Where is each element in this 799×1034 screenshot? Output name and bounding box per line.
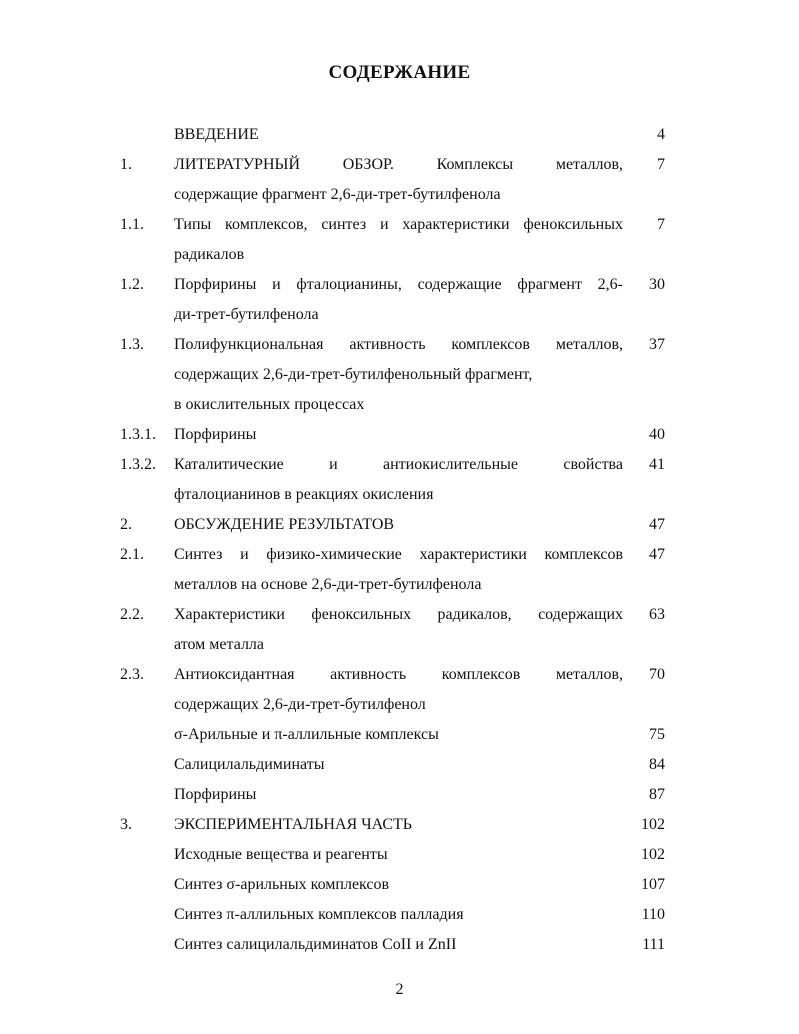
toc-entry-page: 102 <box>641 816 665 833</box>
toc-entry <box>120 810 665 840</box>
toc-entry-line: ВВЕДЕНИЕ <box>174 126 259 143</box>
toc-entry <box>120 330 665 420</box>
toc-entry <box>120 120 665 150</box>
toc-entry-page: 47 <box>649 546 665 563</box>
toc-entry <box>120 660 665 720</box>
toc-entry-number: 1. <box>120 156 132 173</box>
toc-entry-line: содержащих 2,6-ди-трет-бутилфенол <box>174 696 426 713</box>
table-of-contents <box>120 120 665 960</box>
toc-entry-page: 111 <box>642 936 665 953</box>
toc-entry-title <box>174 720 623 750</box>
toc-entry-line: Типы комплексов, синтез и характеристики феноксильных <box>174 216 623 233</box>
toc-entry-line: Антиоксидантная активность комплексов металлов, <box>174 666 623 683</box>
toc-entry <box>120 780 665 810</box>
toc-entry-page: 102 <box>641 846 665 863</box>
toc-entry-page: 41 <box>649 456 665 473</box>
toc-entry-title <box>174 840 623 870</box>
toc-entry-title <box>174 540 623 600</box>
toc-entry-page: 30 <box>649 276 665 293</box>
toc-entry-title <box>174 150 623 210</box>
toc-entry-title <box>174 330 623 420</box>
toc-entry-line: Салицилальдиминаты <box>174 756 325 773</box>
toc-entry-number: 2.2. <box>120 606 144 623</box>
toc-entry-title <box>174 750 623 780</box>
toc-entry-title <box>174 210 623 270</box>
toc-entry-line: металлов на основе 2,6-ди-трет-бутилфенола <box>174 576 482 593</box>
toc-entry-page: 107 <box>641 876 665 893</box>
toc-entry-line: фталоцианинов в реакциях окисления <box>174 486 434 503</box>
toc-entry-number: 2. <box>120 516 132 533</box>
toc-entry-line: атом металла <box>174 636 265 653</box>
toc-entry-title <box>174 450 623 510</box>
toc-entry-page: 84 <box>649 756 665 773</box>
toc-entry-line: в окислительных процессах <box>174 396 365 413</box>
toc-entry-line: ди-трет-бутилфенола <box>174 306 319 323</box>
toc-entry <box>120 420 665 450</box>
toc-entry <box>120 510 665 540</box>
toc-entry-page: 4 <box>657 126 665 143</box>
toc-entry-title <box>174 810 623 840</box>
page-number: 2 <box>395 981 404 998</box>
toc-entry-number: 1.3.1. <box>120 426 156 443</box>
toc-entry-page: 40 <box>649 426 665 443</box>
toc-entry <box>120 720 665 750</box>
toc-entry-line: Синтез σ-арильных комплексов <box>174 876 390 893</box>
toc-entry-title <box>174 660 623 720</box>
toc-entry-page: 37 <box>649 336 665 353</box>
toc-entry <box>120 750 665 780</box>
toc-entry-title <box>174 600 623 660</box>
toc-entry <box>120 840 665 870</box>
toc-entry-number: 1.2. <box>120 276 144 293</box>
toc-entry-line: Порфирины и фталоцианины, содержащие фрагмент 2,6- <box>174 276 623 293</box>
toc-entry-page: 7 <box>657 156 665 173</box>
toc-entry-line: Синтез π-аллильных комплексов палладия <box>174 906 464 923</box>
toc-entry <box>120 930 665 960</box>
toc-entry-line: Исходные вещества и реагенты <box>174 846 388 863</box>
toc-entry-line: содержащих 2,6-ди-трет-бутилфенольный фрагмент, <box>174 366 533 383</box>
toc-entry-number: 1.3. <box>120 336 144 353</box>
toc-entry <box>120 900 665 930</box>
toc-entry-line: Каталитические и антиокислительные свойства <box>174 456 623 473</box>
toc-entry-line: ОБСУЖДЕНИЕ РЕЗУЛЬТАТОВ <box>174 516 395 533</box>
toc-entry-page: 47 <box>649 516 665 533</box>
toc-entry-title <box>174 780 623 810</box>
toc-entry-title <box>174 120 623 150</box>
toc-entry-title <box>174 870 623 900</box>
toc-entry-page: 110 <box>641 906 665 923</box>
toc-entry <box>120 600 665 660</box>
toc-entry-title <box>174 270 623 330</box>
toc-entry <box>120 870 665 900</box>
toc-entry-title <box>174 420 623 450</box>
page-title: СОДЕРЖАНИЕ <box>328 62 471 83</box>
toc-entry-page: 63 <box>649 606 665 623</box>
toc-entry <box>120 210 665 270</box>
toc-entry-line: Характеристики феноксильных радикалов, содержащих <box>174 606 623 623</box>
toc-entry <box>120 270 665 330</box>
toc-entry-line: Синтез салицилальдиминатов CoII и ZnII <box>174 936 457 953</box>
toc-entry-line: содержащие фрагмент 2,6-ди-трет-бутилфенола <box>174 186 501 203</box>
toc-entry-number: 3. <box>120 816 132 833</box>
toc-entry-title <box>174 900 623 930</box>
toc-entry-number: 1.3.2. <box>120 456 156 473</box>
toc-entry-title <box>174 510 623 540</box>
toc-entry-page: 75 <box>649 726 665 743</box>
toc-entry-line: σ-Арильные и π-аллильные комплексы <box>174 726 439 743</box>
toc-entry <box>120 540 665 600</box>
toc-entry-line: ЭКСПЕРИМЕНТАЛЬНАЯ ЧАСТЬ <box>174 816 412 833</box>
toc-entry-line: Порфирины <box>174 786 257 803</box>
toc-entry-page: 87 <box>649 786 665 803</box>
toc-entry-number: 2.1. <box>120 546 144 563</box>
toc-entry-line: Полифункциональная активность комплексов металлов, <box>174 336 623 353</box>
toc-entry <box>120 150 665 210</box>
toc-entry-title <box>174 930 623 960</box>
toc-entry-number: 1.1. <box>120 216 144 233</box>
toc-entry-page: 70 <box>649 666 665 683</box>
toc-entry-line: Синтез и физико-химические характеристики комплексов <box>174 546 623 563</box>
toc-entry <box>120 450 665 510</box>
toc-entry-line: Порфирины <box>174 426 257 443</box>
toc-entry-line: ЛИТЕРАТУРНЫЙ ОБЗОР. Комплексы металлов, <box>174 156 623 173</box>
toc-entry-number: 2.3. <box>120 666 144 683</box>
toc-entry-page: 7 <box>657 216 665 233</box>
toc-entry-line: радикалов <box>174 246 245 263</box>
